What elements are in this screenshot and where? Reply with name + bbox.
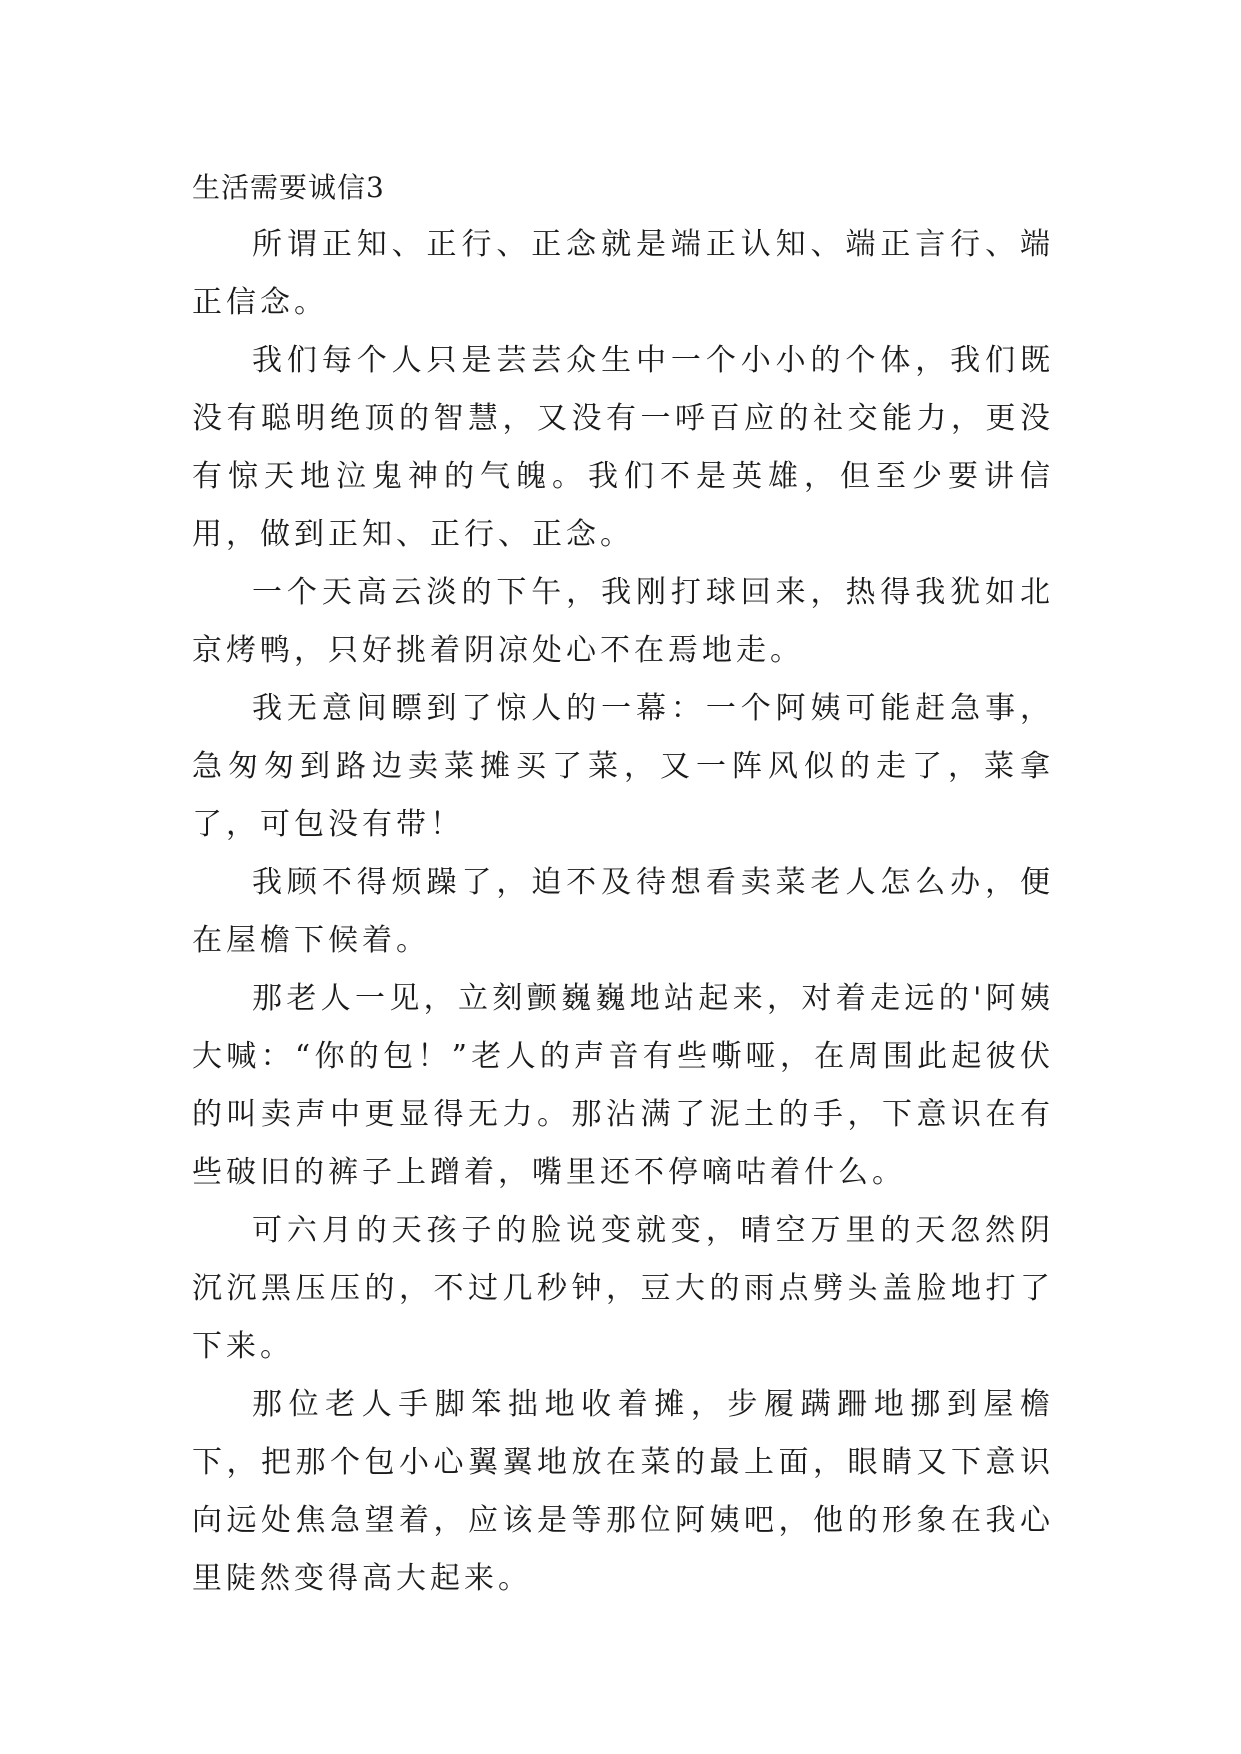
- paragraph: 那位老人手脚笨拙地收着摊，步履蹒跚地挪到屋檐下，把那个包小心翼翼地放在菜的最上面，眼睛又下意识向远处焦急望着，应该是等那位阿姨吧，他的形象在我心里陡然变得高大起来。: [192, 1387, 1054, 1596]
- paragraph: 一个天高云淡的下午，我刚打球回来，热得我犹如北京烤鸭，只好挑着阴凉处心不在焉地走。: [192, 575, 1054, 668]
- document-title: 生活需要诚信3: [192, 171, 385, 204]
- paragraph: 可六月的天孩子的脸说变就变，晴空万里的天忽然阴沉沉黑压压的，不过几秒钟，豆大的雨点劈头盖脸地打了下来。: [192, 1213, 1054, 1364]
- document-page: [192, 160, 1054, 1608]
- paragraph: 那老人一见，立刻颤巍巍地站起来，对着走远的'阿姨大喊：“你的包！”老人的声音有些嘶哑，在周围此起彼伏的叫卖声中更显得无力。那沾满了泥土的手，下意识在有些破旧的裤子上蹭着，嘴里还不停嘀咕着什么。: [192, 981, 1054, 1190]
- paragraph: 我顾不得烦躁了，迫不及待想看卖菜老人怎么办，便在屋檐下候着。: [192, 865, 1054, 958]
- paragraph: 我无意间瞟到了惊人的一幕：一个阿姨可能赶急事，急匆匆到路边卖菜摊买了菜，又一阵风似的走了，菜拿了，可包没有带！: [192, 691, 1054, 842]
- paragraph: 所谓正知、正行、正念就是端正认知、端正言行、端正信念。: [192, 227, 1054, 320]
- paragraph: 我们每个人只是芸芸众生中一个小小的个体，我们既没有聪明绝顶的智慧，又没有一呼百应的社交能力，更没有惊天地泣鬼神的气魄。我们不是英雄，但至少要讲信用，做到正知、正行、正念。: [192, 343, 1054, 552]
